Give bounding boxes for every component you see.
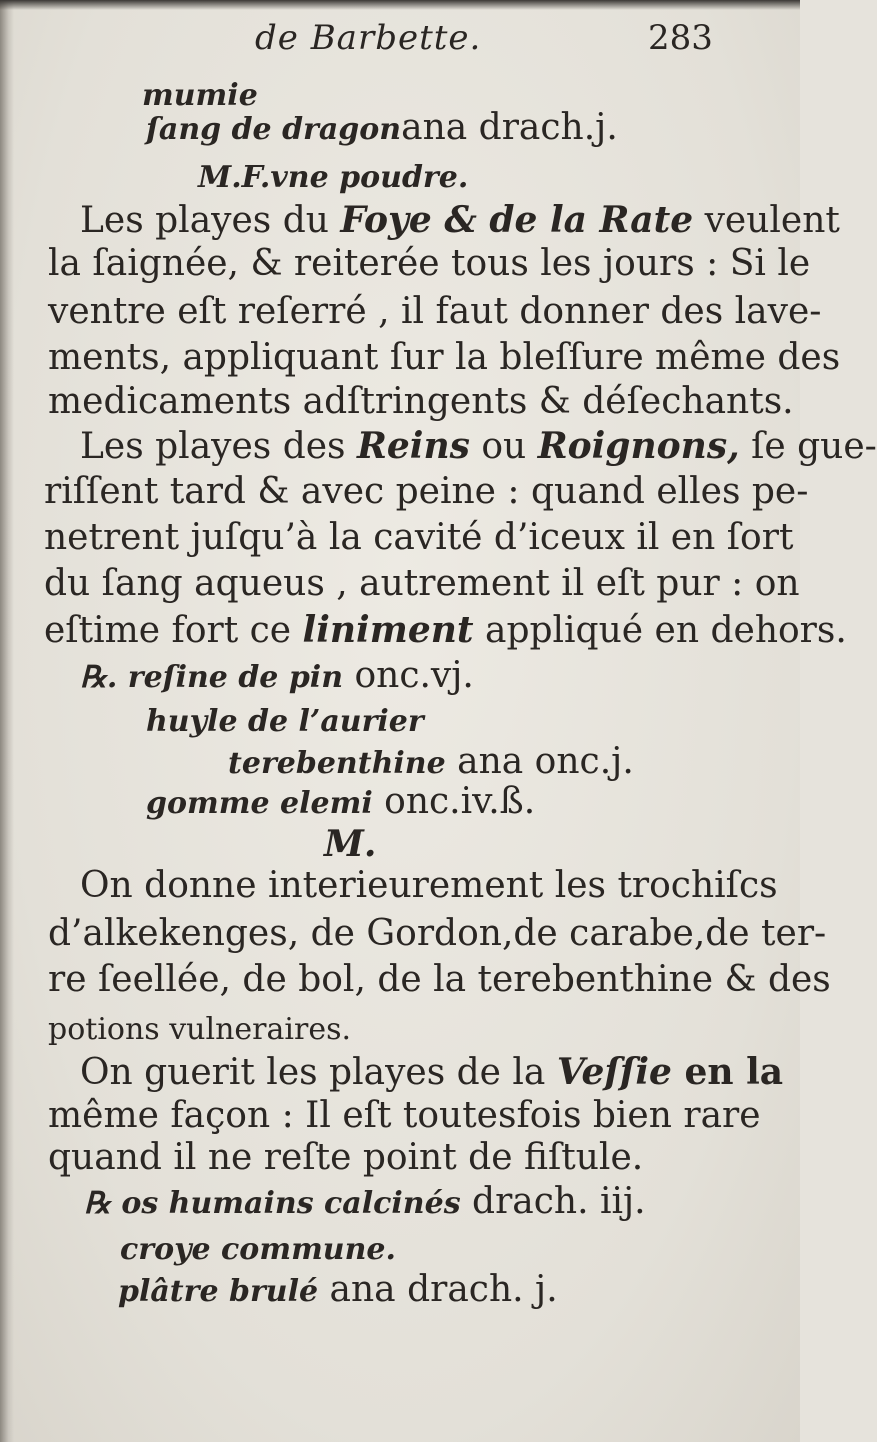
dose: onc.vj.: [343, 655, 474, 696]
para2-line3: netrent juſqu’à la cavité d’iceux il en ſort: [44, 517, 794, 558]
text-segment: ou: [469, 426, 538, 467]
dose: ana onc.j.: [445, 741, 634, 782]
para1-line5: medicaments adſtringents & déſechants.: [48, 381, 794, 422]
recipe3-line3: [118, 1268, 558, 1314]
dose: drach. iij.: [460, 1181, 646, 1222]
text-segment: On guerit les playes de la: [80, 1052, 557, 1093]
dose: ana drach.j.: [401, 107, 618, 148]
para1-line2: la ſaignée, & reiterée tous les jours : Si le: [48, 243, 811, 284]
para3-line4: potions vulneraires.: [48, 1012, 352, 1047]
page-top-edge: [0, 0, 800, 10]
ingredient-name: terebenthine: [228, 746, 446, 781]
para1-line1: [80, 198, 840, 243]
running-head: de Barbette.: [255, 18, 482, 58]
para2-line1: [80, 424, 877, 469]
dose: ana drach. j.: [318, 1269, 558, 1310]
recipe1-instruction: M.F.vne poudre.: [198, 160, 469, 195]
text-segment: en la: [671, 1051, 784, 1093]
recipe1-item2: [146, 106, 618, 152]
recipe3-line1: [84, 1180, 646, 1226]
recipe2-line1: [80, 654, 474, 700]
para1-line3: ventre eſt reſerré , il faut donner des lave-: [48, 291, 822, 332]
para1-line4: ments, appliquant ſur la bleſſure même des: [48, 337, 841, 378]
para4-line1: [80, 1050, 783, 1095]
ingredient-name: ℞. reſine de pin: [80, 660, 344, 695]
recipe2-instruction: M.: [324, 823, 377, 865]
ingredient-name: ℞ os humains calcinés: [84, 1186, 461, 1221]
para2-line5: [44, 608, 847, 653]
text-segment: veulent: [693, 200, 840, 241]
recipe3-line2: croye commune.: [120, 1232, 396, 1267]
page-header: [0, 14, 800, 64]
page-gutter-shadow: [0, 0, 14, 1442]
italic-term: Veſſie: [556, 1051, 672, 1093]
para3-line2: d’alkekenges, de Gordon,de carabe,de ter-: [48, 913, 827, 954]
dose: onc.iv.ß.: [372, 781, 536, 822]
ingredient-name: plâtre brulé: [118, 1274, 319, 1309]
text-segment: Les playes du: [80, 200, 341, 241]
italic-term: liniment: [302, 609, 474, 651]
para2-line2: riſſent tard & avec peine : quand elles pe-: [44, 471, 809, 512]
italic-term: Foye & de la Rate: [340, 199, 694, 241]
para4-line3: quand il ne reſte point de fiſtule.: [48, 1137, 644, 1178]
recipe1-item1: mumie: [142, 78, 258, 113]
text-segment: ſe gue-: [739, 426, 877, 467]
recipe2-line4: [146, 780, 535, 826]
page-number: 283: [648, 18, 713, 58]
para3-line1: On donne interieurement les trochiſcs: [80, 865, 778, 906]
text-segment: appliqué en dehors.: [473, 610, 847, 651]
para4-line2: même façon : Il eſt toutesfois bien rare: [48, 1095, 761, 1136]
text-segment: Les playes des: [80, 426, 357, 467]
ingredient-name: ſang de dragon: [146, 112, 402, 147]
italic-term: Reins: [356, 425, 470, 467]
para2-line4: du ſang aqueus , autrement il eſt pur : on: [44, 563, 800, 604]
para3-line3: re ſeellée, de bol, de la terebenthine & des: [48, 959, 831, 1000]
ingredient-name: gomme elemi: [146, 786, 373, 821]
recipe2-line2: huyle de l’aurier: [146, 704, 424, 739]
italic-term: Roignons,: [537, 425, 740, 467]
text-segment: eſtime fort ce: [44, 610, 303, 651]
